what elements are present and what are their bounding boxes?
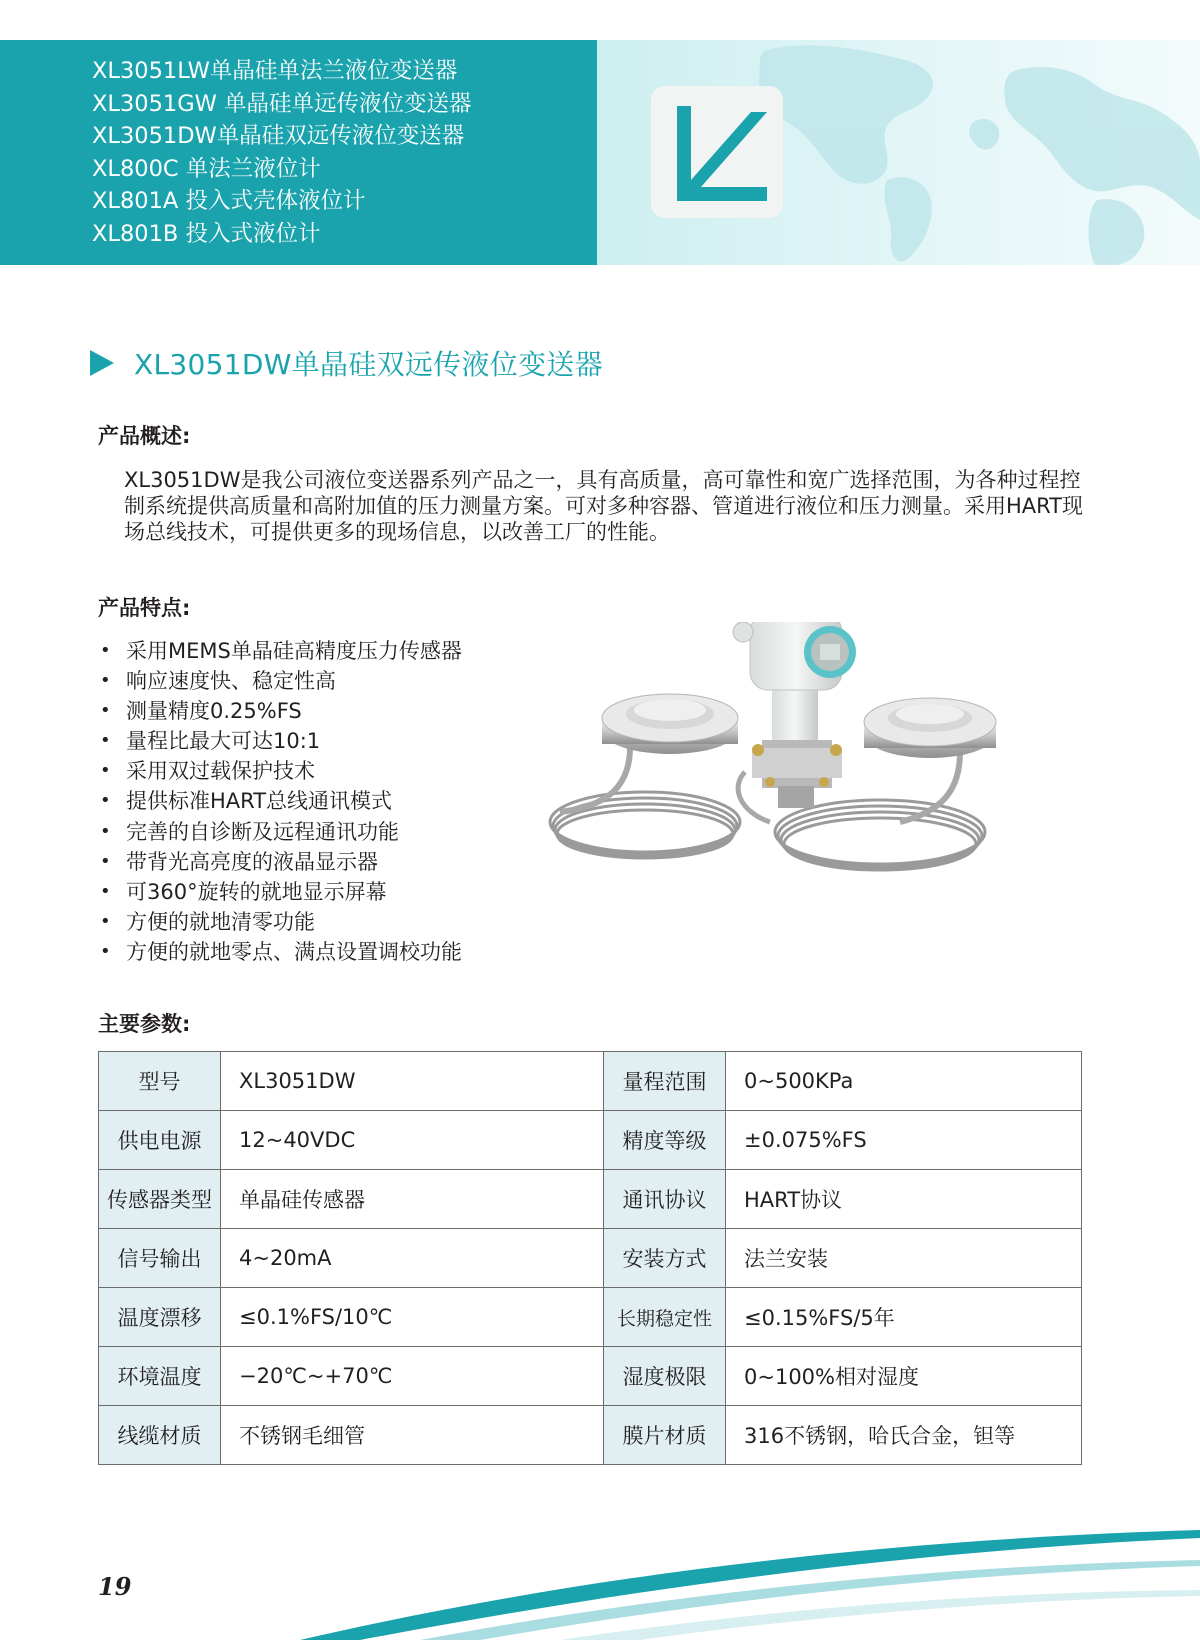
table-row	[99, 1229, 1082, 1288]
table-row	[99, 1170, 1082, 1229]
param-value: ≤0.1%FS/10℃	[221, 1288, 604, 1347]
model-item: XL801B 投入式液位计	[92, 220, 321, 247]
table-row	[99, 1288, 1082, 1347]
footer-swoosh	[0, 1500, 1200, 1640]
product-photo	[540, 622, 1040, 922]
table-row	[99, 1347, 1082, 1406]
page-title: XL3051DW单晶硅双远传液位变送器	[134, 348, 603, 381]
list-item: • 方便的就地清零功能	[98, 907, 462, 937]
param-label: 膜片材质	[604, 1406, 726, 1465]
overview-heading: 产品概述:	[98, 424, 191, 448]
param-value: 316不锈钢，哈氏合金，钽等	[726, 1406, 1082, 1465]
triangle-arrow-icon	[90, 350, 114, 376]
table-row	[99, 1052, 1082, 1111]
param-value: 12~40VDC	[221, 1111, 604, 1170]
param-value: −20℃~+70℃	[221, 1347, 604, 1406]
list-item: • 方便的就地零点、满点设置调校功能	[98, 937, 462, 967]
list-item: • 可360°旋转的就地显示屏幕	[98, 877, 462, 907]
model-item: XL3051GW 单晶硅单远传液位变送器	[92, 90, 472, 117]
param-value: 4~20mA	[221, 1229, 604, 1288]
param-label: 通讯协议	[604, 1170, 726, 1229]
list-item: • 采用双过载保护技术	[98, 756, 462, 786]
params-heading: 主要参数:	[98, 1012, 191, 1036]
brand-logo-icon	[651, 86, 783, 218]
params-table	[98, 1051, 1082, 1465]
param-value: 0~500KPa	[726, 1052, 1082, 1111]
param-label: 安装方式	[604, 1229, 726, 1288]
model-item: XL3051DW单晶硅双远传液位变送器	[92, 123, 465, 150]
param-value: 单晶硅传感器	[221, 1170, 604, 1229]
features-list	[98, 636, 462, 967]
overview-text: XL3051DW是我公司液位变送器系列产品之一，具有高质量，高可靠性和宽广选择范围，为各种过程控制系统提供高质量和高附加值的压力测量方案。可对多种容器、管道进行液位和压力测量。采用HART现场总线技术，可提供更多的现场信息，以改善工厂的性能。	[124, 468, 1084, 544]
param-label: 温度漂移	[99, 1288, 221, 1347]
param-label: 长期稳定性	[604, 1288, 726, 1347]
param-value: HART协议	[726, 1170, 1082, 1229]
param-label: 精度等级	[604, 1111, 726, 1170]
features-heading: 产品特点:	[98, 596, 191, 620]
list-item: • 提供标准HART总线通讯模式	[98, 786, 462, 816]
model-item: XL3051LW单晶硅单法兰液位变送器	[92, 58, 458, 84]
param-label: 线缆材质	[99, 1406, 221, 1465]
param-value: 0~100%相对湿度	[726, 1347, 1082, 1406]
param-label: 供电电源	[99, 1111, 221, 1170]
list-item: • 测量精度0.25%FS	[98, 696, 462, 726]
list-item: • 带背光高亮度的液晶显示器	[98, 847, 462, 877]
param-label: 信号输出	[99, 1229, 221, 1288]
param-value: ≤0.15%FS/5年	[726, 1288, 1082, 1347]
param-label: 环境温度	[99, 1347, 221, 1406]
list-item: • 完善的自诊断及远程通讯功能	[98, 817, 462, 847]
table-row	[99, 1111, 1082, 1170]
model-item: XL801A 投入式壳体液位计	[92, 188, 366, 215]
param-label: 传感器类型	[99, 1170, 221, 1229]
param-value: 不锈钢毛细管	[221, 1406, 604, 1465]
list-item: • 采用MEMS单晶硅高精度压力传感器	[98, 636, 462, 666]
param-label: 湿度极限	[604, 1347, 726, 1406]
param-value: XL3051DW	[221, 1052, 604, 1111]
product-model-list	[92, 55, 472, 251]
param-value: 法兰安装	[726, 1229, 1082, 1288]
param-value: ±0.075%FS	[726, 1111, 1082, 1170]
table-row	[99, 1406, 1082, 1465]
list-item: • 量程比最大可达10:1	[98, 726, 462, 756]
list-item: • 响应速度快、稳定性高	[98, 666, 462, 696]
param-label: 量程范围	[604, 1052, 726, 1111]
param-label: 型号	[99, 1052, 221, 1111]
model-item: XL800C 单法兰液位计	[92, 155, 321, 182]
page-number: 19	[98, 1572, 132, 1601]
